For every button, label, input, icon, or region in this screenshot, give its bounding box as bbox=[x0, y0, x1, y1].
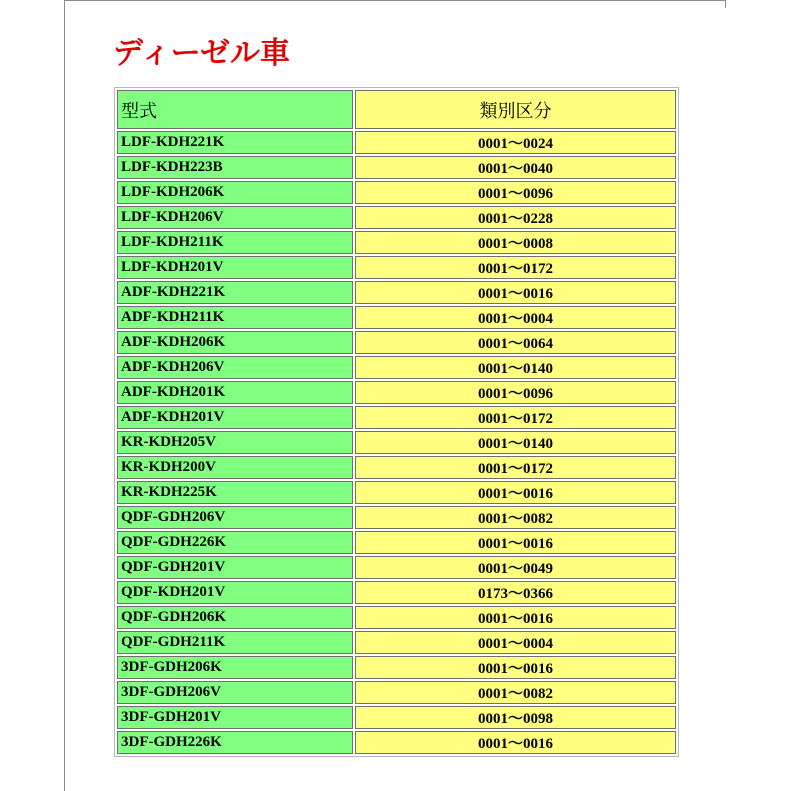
model-cell: QDF-GDH226K bbox=[117, 531, 353, 554]
range-cell: 0001〜0082 bbox=[355, 681, 676, 704]
page-title: ディーゼル車 bbox=[113, 36, 290, 71]
table-row bbox=[117, 256, 676, 279]
model-cell: LDF-KDH206V bbox=[117, 206, 353, 229]
range-cell: 0001〜0040 bbox=[355, 156, 676, 179]
table-row bbox=[117, 156, 676, 179]
model-cell: 3DF-GDH201V bbox=[117, 706, 353, 729]
table-row bbox=[117, 731, 676, 754]
range-cell: 0001〜0098 bbox=[355, 706, 676, 729]
table-row bbox=[117, 656, 676, 679]
table-row bbox=[117, 331, 676, 354]
range-cell: 0001〜0004 bbox=[355, 306, 676, 329]
range-cell: 0001〜0016 bbox=[355, 531, 676, 554]
table-row bbox=[117, 556, 676, 579]
table-row bbox=[117, 206, 676, 229]
table-row bbox=[117, 481, 676, 504]
table-body bbox=[117, 131, 676, 754]
range-cell: 0001〜0016 bbox=[355, 606, 676, 629]
range-cell: 0001〜0016 bbox=[355, 481, 676, 504]
table-row bbox=[117, 431, 676, 454]
table-row bbox=[117, 381, 676, 404]
table-row bbox=[117, 706, 676, 729]
range-cell: 0001〜0016 bbox=[355, 731, 676, 754]
model-cell: LDF-KDH223B bbox=[117, 156, 353, 179]
model-cell: 3DF-GDH226K bbox=[117, 731, 353, 754]
model-cell: QDF-GDH211K bbox=[117, 631, 353, 654]
table-row bbox=[117, 681, 676, 704]
range-cell: 0001〜0016 bbox=[355, 656, 676, 679]
model-cell: QDF-GDH201V bbox=[117, 556, 353, 579]
page-edge bbox=[725, 0, 726, 8]
range-cell: 0001〜0172 bbox=[355, 406, 676, 429]
table-row bbox=[117, 506, 676, 529]
range-cell: 0001〜0172 bbox=[355, 256, 676, 279]
table-row bbox=[117, 581, 676, 604]
table-row bbox=[117, 231, 676, 254]
table-row bbox=[117, 406, 676, 429]
table-row bbox=[117, 281, 676, 304]
model-cell: LDF-KDH206K bbox=[117, 181, 353, 204]
model-cell: 3DF-GDH206V bbox=[117, 681, 353, 704]
header-range: 類別区分 bbox=[355, 90, 676, 129]
range-cell: 0001〜0016 bbox=[355, 281, 676, 304]
model-cell: KR-KDH225K bbox=[117, 481, 353, 504]
model-cell: LDF-KDH221K bbox=[117, 131, 353, 154]
table-row bbox=[117, 181, 676, 204]
range-cell: 0001〜0064 bbox=[355, 331, 676, 354]
model-cell: ADF-KDH221K bbox=[117, 281, 353, 304]
model-cell: LDF-KDH211K bbox=[117, 231, 353, 254]
model-cell: QDF-GDH206K bbox=[117, 606, 353, 629]
range-cell: 0001〜0096 bbox=[355, 381, 676, 404]
range-cell: 0001〜0008 bbox=[355, 231, 676, 254]
range-cell: 0001〜0140 bbox=[355, 431, 676, 454]
range-cell: 0173〜0366 bbox=[355, 581, 676, 604]
model-cell: ADF-KDH201K bbox=[117, 381, 353, 404]
table-header-row bbox=[117, 90, 676, 129]
range-cell: 0001〜0024 bbox=[355, 131, 676, 154]
classification-table bbox=[115, 88, 678, 756]
range-cell: 0001〜0172 bbox=[355, 456, 676, 479]
table-row bbox=[117, 356, 676, 379]
model-cell: KR-KDH200V bbox=[117, 456, 353, 479]
table-row bbox=[117, 306, 676, 329]
table-row bbox=[117, 531, 676, 554]
classification-table-container bbox=[114, 87, 679, 757]
table-row bbox=[117, 456, 676, 479]
range-cell: 0001〜0004 bbox=[355, 631, 676, 654]
model-cell: ADF-KDH211K bbox=[117, 306, 353, 329]
header-model: 型式 bbox=[117, 90, 353, 129]
table-row bbox=[117, 606, 676, 629]
model-cell: LDF-KDH201V bbox=[117, 256, 353, 279]
model-cell: 3DF-GDH206K bbox=[117, 656, 353, 679]
model-cell: ADF-KDH206V bbox=[117, 356, 353, 379]
range-cell: 0001〜0082 bbox=[355, 506, 676, 529]
model-cell: QDF-GDH206V bbox=[117, 506, 353, 529]
model-cell: QDF-KDH201V bbox=[117, 581, 353, 604]
model-cell: ADF-KDH206K bbox=[117, 331, 353, 354]
table-row bbox=[117, 131, 676, 154]
model-cell: KR-KDH205V bbox=[117, 431, 353, 454]
range-cell: 0001〜0140 bbox=[355, 356, 676, 379]
model-cell: ADF-KDH201V bbox=[117, 406, 353, 429]
range-cell: 0001〜0096 bbox=[355, 181, 676, 204]
range-cell: 0001〜0049 bbox=[355, 556, 676, 579]
table-row bbox=[117, 631, 676, 654]
range-cell: 0001〜0228 bbox=[355, 206, 676, 229]
